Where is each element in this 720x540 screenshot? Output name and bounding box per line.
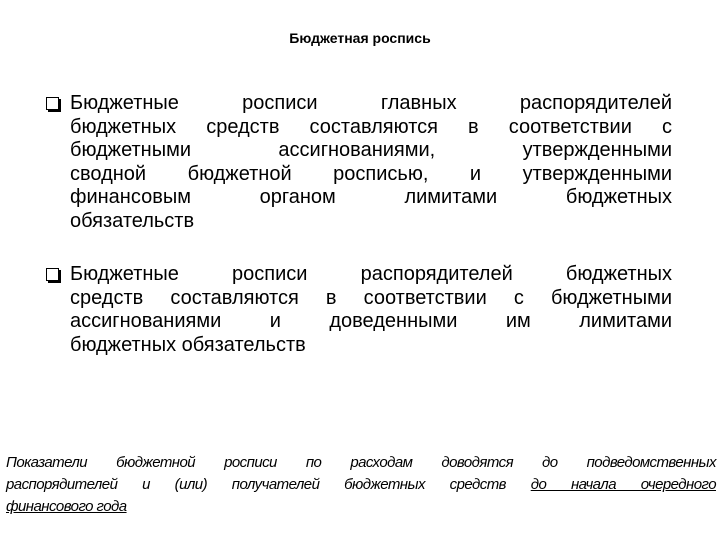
footnote-underlined-text: финансового года: [6, 498, 127, 515]
footnote-line: [6, 474, 716, 496]
text-line: бюджетных средств составляются в соответствии с: [70, 115, 672, 138]
text-line: Бюджетные росписи распорядителей бюджетных: [70, 263, 672, 285]
text-line: сводной бюджетной росписью, и утвержденными: [70, 162, 672, 185]
checkbox-bullet-icon: [46, 268, 59, 281]
text-line: бюджетных обязательств: [70, 333, 306, 356]
text-line: ассигнованиями и доведенными им лимитами: [70, 310, 672, 332]
footnote-text: распорядителей и (или) получателей бюджетных средств: [6, 476, 531, 493]
text-line: средств составляются в соответствии с бюджетными: [70, 286, 672, 309]
checkbox-bullet-icon: [46, 97, 59, 110]
text-line: бюджетными ассигнованиями, утвержденными: [70, 139, 672, 161]
footnote-underlined-text: до начала очередного: [530, 476, 716, 493]
text-line: Бюджетные росписи главных распорядителей: [70, 92, 672, 114]
footnote-line: [6, 496, 716, 518]
footnote: [6, 452, 716, 518]
slide-title: Бюджетная роспись: [289, 30, 431, 46]
text-line: финансовым органом лимитами бюджетных: [70, 186, 672, 208]
text-line: обязательств: [70, 209, 195, 232]
bullet-item-2: [46, 263, 672, 357]
footnote-line: Показатели бюджетной росписи по расходам доводятся до подведомственных: [6, 454, 716, 471]
bullet-item-1: [46, 92, 672, 233]
